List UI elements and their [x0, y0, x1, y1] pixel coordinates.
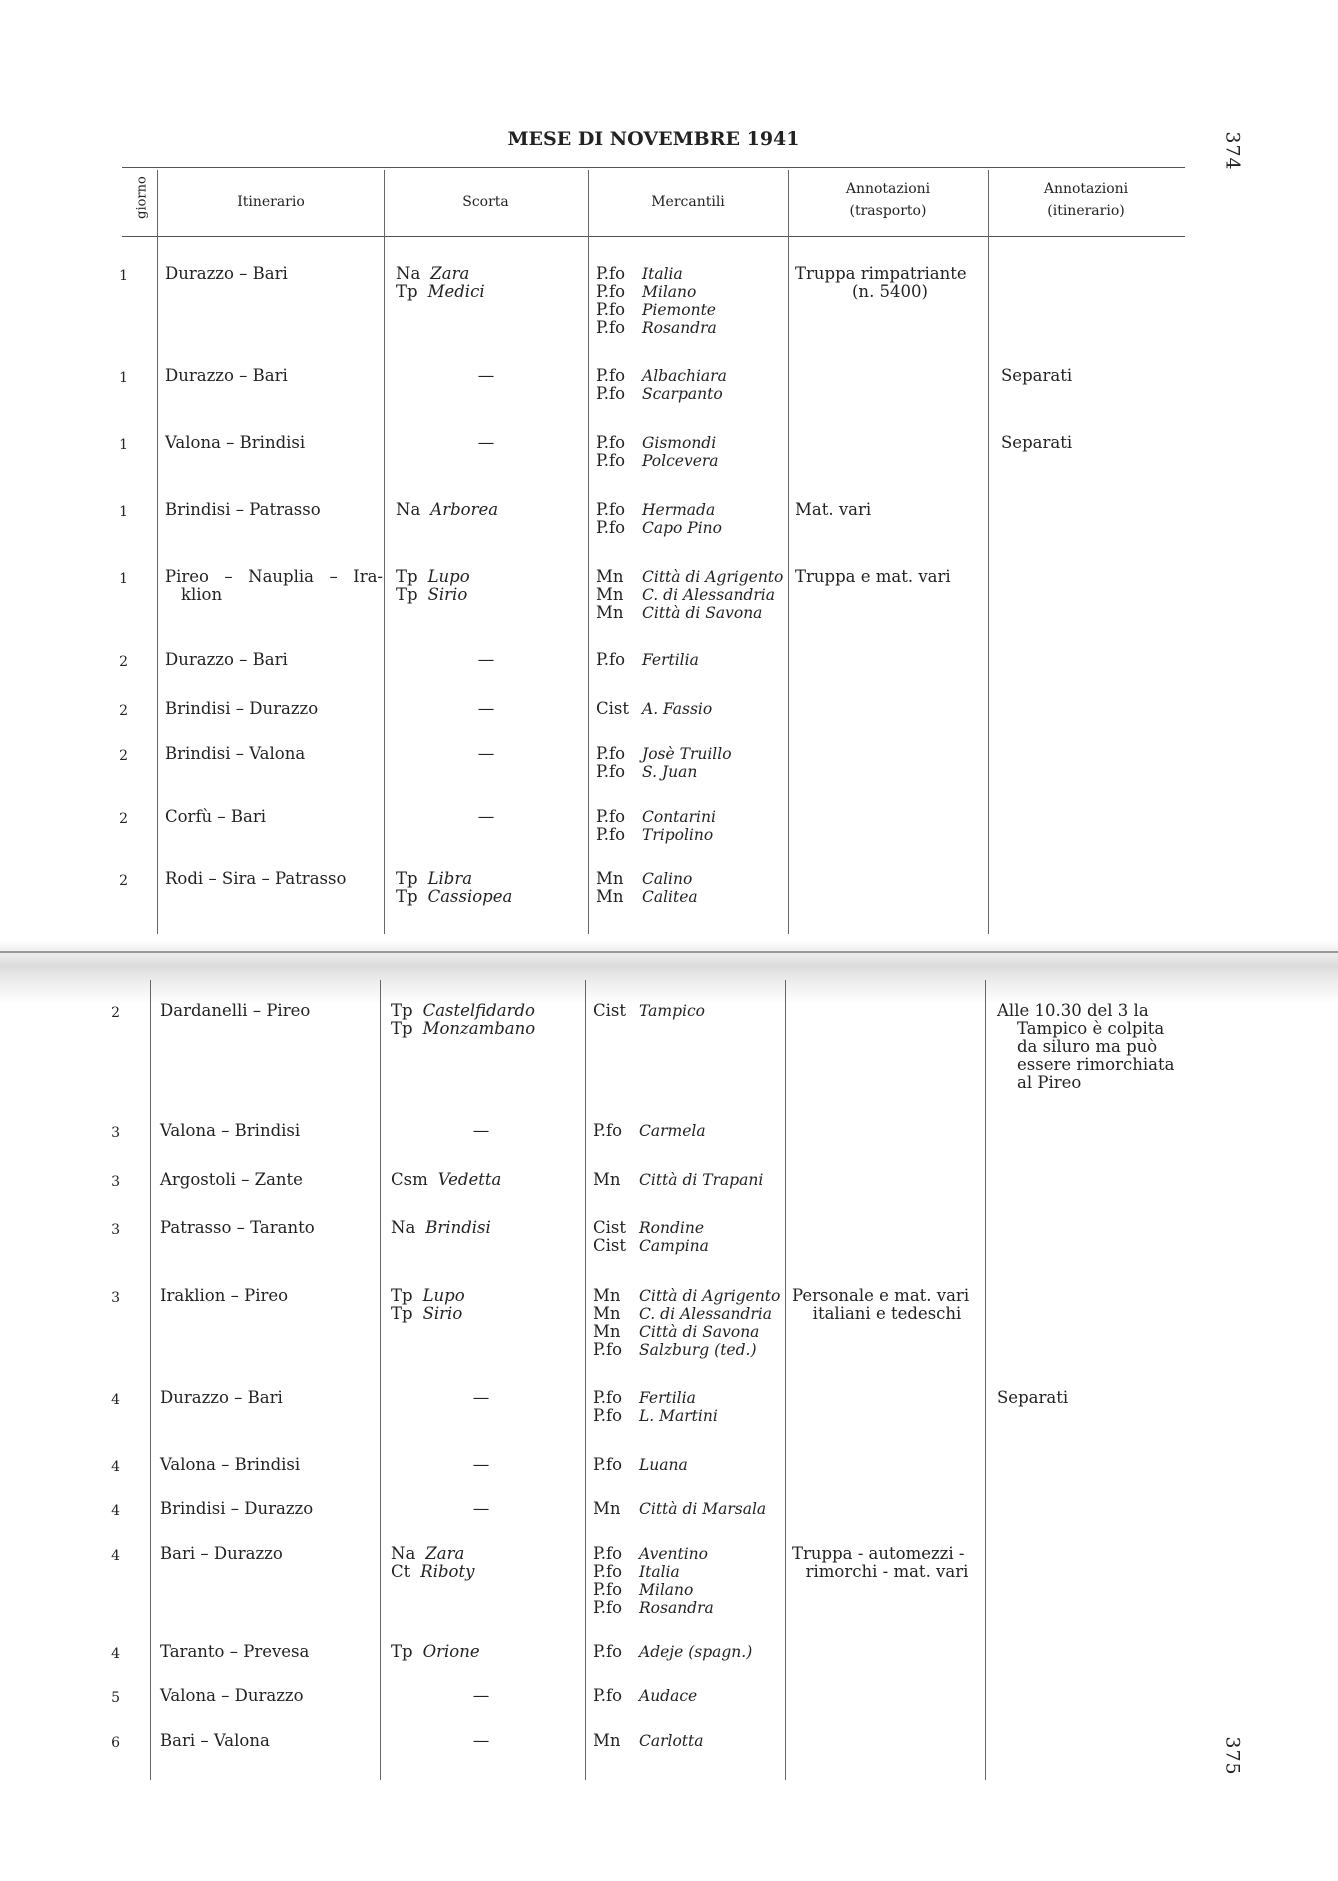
itinerary-note-line: Separati — [1001, 366, 1073, 385]
day-cell: 3 — [111, 1174, 120, 1190]
merchant-type: P.fo — [596, 744, 626, 763]
merchant-ship-name: Hermada — [642, 501, 716, 519]
escort-entry — [391, 1171, 571, 1189]
merchant-ship-name: Calino — [642, 870, 693, 888]
merchant-ship-name: Campina — [639, 1237, 709, 1255]
merchant-type: Cist — [593, 1001, 626, 1020]
day-cell: 2 — [119, 873, 128, 889]
escort-entry — [396, 283, 576, 301]
escort-type: Tp — [396, 869, 418, 888]
header-annotazioni-itinerario-line2: (itinerario) — [1047, 203, 1125, 219]
itinerary-note-line: da siluro ma può — [1017, 1037, 1158, 1056]
merchant-entry — [593, 1643, 783, 1661]
merchant-entry — [596, 568, 786, 586]
itinerary-line: Brindisi – Durazzo — [165, 699, 319, 718]
merchant-type: P.fo — [596, 300, 626, 319]
header-scorta: Scorta — [462, 194, 509, 210]
merchant-ship-name: Luana — [639, 1456, 688, 1474]
merchant-entry — [596, 452, 786, 470]
merchant-entry — [596, 745, 786, 763]
escort-entry — [391, 1643, 571, 1661]
merchant-ship-name: Città di Agrigento — [642, 568, 784, 586]
merchant-ship-name: Rosandra — [642, 319, 717, 337]
merchant-ship-name: Carmela — [639, 1122, 706, 1140]
itinerary-note-line: Separati — [997, 1388, 1069, 1407]
merchant-type: P.fo — [596, 318, 626, 337]
escort-type: Tp — [391, 1001, 413, 1020]
itinerary-line: Bari – Valona — [160, 1731, 270, 1750]
merchant-entry — [596, 434, 786, 452]
itinerary-line: Brindisi – Durazzo — [160, 1499, 314, 1518]
merchant-entry — [596, 870, 786, 888]
column-separator — [788, 170, 789, 934]
transport-note-line: italiani e tedeschi — [812, 1304, 962, 1323]
column-separator — [785, 980, 786, 1780]
merchant-ship-name: C. di Alessandria — [642, 586, 775, 604]
merchant-entry — [596, 763, 786, 781]
merchant-type: P.fo — [593, 1406, 623, 1425]
merchant-ship-name: Città di Savona — [639, 1323, 760, 1341]
escort-type: Tp — [391, 1019, 413, 1038]
merchant-type: Mn — [596, 585, 624, 604]
escort-type: Na — [391, 1544, 416, 1563]
merchant-type: P.fo — [596, 825, 626, 844]
header-bottom-rule — [122, 236, 1185, 237]
day-cell: 4 — [111, 1459, 120, 1475]
escort-entry — [391, 1287, 571, 1305]
itinerary-line: Durazzo – Bari — [165, 650, 288, 669]
merchant-type: Mn — [596, 869, 624, 888]
day-cell: 1 — [119, 571, 128, 587]
merchant-ship-name: Calitea — [642, 888, 698, 906]
page-fold-shadow — [0, 940, 1338, 1004]
escort-ship-name: Arborea — [430, 500, 499, 519]
merchant-ship-name: Gismondi — [642, 434, 717, 452]
itinerary-note-line: Tampico è colpita — [1017, 1019, 1165, 1038]
merchant-type: P.fo — [596, 433, 626, 452]
merchant-type: Cist — [593, 1236, 626, 1255]
page-title: MESE DI NOVEMBRE 1941 — [507, 128, 800, 150]
itinerary-line: Valona – Brindisi — [160, 1455, 301, 1474]
merchant-ship-name: Città di Agrigento — [639, 1287, 781, 1305]
merchant-entry — [596, 826, 786, 844]
escort-entry — [391, 1020, 571, 1038]
column-separator — [150, 980, 151, 1780]
itinerary-note-line: essere rimorchiata — [1017, 1055, 1175, 1074]
itinerary-line: Valona – Brindisi — [160, 1121, 301, 1140]
merchant-type: P.fo — [593, 1388, 623, 1407]
escort-ship-name: Orione — [422, 1642, 480, 1661]
day-cell: 3 — [111, 1125, 120, 1141]
merchant-ship-name: Adeje (spagn.) — [639, 1643, 753, 1661]
header-annotazioni-trasporto — [788, 178, 988, 222]
escort-none-dash: — — [477, 650, 495, 669]
itinerary-line: Rodi – Sira – Patrasso — [165, 869, 347, 888]
merchant-ship-name: C. di Alessandria — [639, 1305, 772, 1323]
header-annotazioni-trasporto-line2: (trasporto) — [849, 203, 927, 219]
escort-type: Ct — [391, 1562, 411, 1581]
merchant-type: P.fo — [596, 451, 626, 470]
itinerary-line: Pireo – Nauplia – Ira- — [165, 567, 383, 586]
column-separator — [988, 170, 989, 934]
merchant-type: P.fo — [596, 500, 626, 519]
merchant-entry — [596, 651, 786, 669]
merchant-ship-name: Italia — [642, 265, 683, 283]
merchant-type: Mn — [593, 1499, 621, 1518]
merchant-ship-name: Città di Trapani — [639, 1171, 764, 1189]
merchant-entry — [593, 1581, 783, 1599]
merchant-entry — [593, 1389, 783, 1407]
day-cell: 4 — [111, 1646, 120, 1662]
merchant-entry — [593, 1171, 783, 1189]
merchant-type: Cist — [596, 699, 629, 718]
merchant-ship-name: Capo Pino — [642, 519, 722, 537]
day-cell: 5 — [111, 1690, 120, 1706]
merchant-entry — [593, 1341, 783, 1359]
day-cell: 2 — [119, 654, 128, 670]
merchant-type: Mn — [596, 887, 624, 906]
escort-ship-name: Castelfidardo — [422, 1001, 535, 1020]
escort-type: Tp — [396, 567, 418, 586]
header-itinerario: Itinerario — [237, 194, 305, 210]
header-annotazioni-trasporto-line1: Annotazioni — [845, 181, 931, 197]
merchant-type: P.fo — [596, 807, 626, 826]
merchant-ship-name: Milano — [642, 283, 697, 301]
merchant-entry — [593, 1287, 783, 1305]
day-cell: 4 — [111, 1392, 120, 1408]
merchant-type: P.fo — [593, 1455, 623, 1474]
merchant-entry — [593, 1732, 783, 1750]
merchant-entry — [593, 1323, 783, 1341]
merchant-entry — [593, 1456, 783, 1474]
itinerary-line: Brindisi – Valona — [165, 744, 306, 763]
merchant-type: Mn — [593, 1731, 621, 1750]
escort-none-dash: — — [477, 433, 495, 452]
merchant-ship-name: Fertilia — [639, 1389, 696, 1407]
itinerary-line: klion — [181, 585, 223, 604]
escort-ship-name: Zara — [425, 1544, 465, 1563]
itinerary-line: Bari – Durazzo — [160, 1544, 283, 1563]
merchant-type: P.fo — [596, 518, 626, 537]
escort-entry — [391, 1002, 571, 1020]
merchant-ship-name: Rondine — [639, 1219, 705, 1237]
escort-ship-name: Monzambano — [422, 1019, 536, 1038]
merchant-ship-name: Piemonte — [642, 301, 716, 319]
itinerary-line: Iraklion – Pireo — [160, 1286, 289, 1305]
escort-none-dash: — — [472, 1388, 490, 1407]
escort-entry — [396, 870, 576, 888]
escort-none-dash: — — [477, 744, 495, 763]
column-separator — [585, 980, 586, 1780]
merchant-entry — [596, 301, 786, 319]
escort-entry — [391, 1545, 571, 1563]
escort-type: Tp — [391, 1642, 413, 1661]
itinerary-line: Corfù – Bari — [165, 807, 267, 826]
merchant-entry — [596, 604, 786, 622]
escort-entry — [396, 586, 576, 604]
merchant-ship-name: Salzburg (ted.) — [639, 1341, 757, 1359]
itinerary-line: Brindisi – Patrasso — [165, 500, 321, 519]
escort-type: Tp — [391, 1304, 413, 1323]
merchant-ship-name: Italia — [639, 1563, 680, 1581]
itinerary-line: Dardanelli – Pireo — [160, 1001, 311, 1020]
merchant-entry — [596, 808, 786, 826]
escort-ship-name: Sirio — [427, 585, 468, 604]
escort-entry — [391, 1305, 571, 1323]
merchant-entry — [596, 519, 786, 537]
merchant-ship-name: L. Martini — [639, 1407, 718, 1425]
column-separator — [588, 170, 589, 934]
merchant-type: P.fo — [596, 264, 626, 283]
escort-entry — [396, 501, 576, 519]
transport-note-line: Personale e mat. vari — [792, 1286, 970, 1305]
merchant-type: P.fo — [593, 1544, 623, 1563]
merchant-ship-name: Tampico — [639, 1002, 705, 1020]
escort-ship-name: Sirio — [422, 1304, 463, 1323]
escort-ship-name: Zara — [430, 264, 470, 283]
merchant-entry — [593, 1407, 783, 1425]
column-separator — [157, 170, 158, 934]
escort-none-dash: — — [477, 807, 495, 826]
merchant-ship-name: Scarpanto — [642, 385, 723, 403]
escort-none-dash: — — [472, 1121, 490, 1140]
merchant-entry — [593, 1687, 783, 1705]
merchant-ship-name: S. Juan — [642, 763, 698, 781]
escort-type: Tp — [396, 585, 418, 604]
merchant-type: P.fo — [596, 384, 626, 403]
merchant-entry — [596, 283, 786, 301]
escort-type: Csm — [391, 1170, 428, 1189]
escort-type: Tp — [396, 282, 418, 301]
header-annotazioni-itinerario-line1: Annotazioni — [1043, 181, 1129, 197]
escort-entry — [396, 568, 576, 586]
transport-note-line: Mat. vari — [795, 500, 872, 519]
escort-entry — [391, 1219, 571, 1237]
escort-ship-name: Medici — [427, 282, 485, 301]
merchant-type: Mn — [596, 603, 624, 622]
merchant-type: Mn — [593, 1322, 621, 1341]
merchant-entry — [593, 1563, 783, 1581]
merchant-type: P.fo — [596, 282, 626, 301]
merchant-ship-name: Città di Marsala — [639, 1500, 767, 1518]
escort-type: Na — [391, 1218, 416, 1237]
merchant-ship-name: Albachiara — [642, 367, 727, 385]
day-cell: 4 — [111, 1548, 120, 1564]
escort-none-dash: — — [472, 1499, 490, 1518]
merchant-type: P.fo — [596, 366, 626, 385]
header-mercantili: Mercantili — [651, 194, 725, 210]
itinerary-line: Valona – Brindisi — [165, 433, 306, 452]
merchant-entry — [596, 319, 786, 337]
itinerary-line: Argostoli – Zante — [160, 1170, 303, 1189]
column-separator — [985, 980, 986, 1780]
merchant-entry — [593, 1219, 783, 1237]
escort-none-dash: — — [477, 366, 495, 385]
merchant-type: P.fo — [593, 1580, 623, 1599]
escort-ship-name: Brindisi — [425, 1218, 491, 1237]
itinerary-line: Durazzo – Bari — [165, 264, 288, 283]
day-cell: 1 — [119, 437, 128, 453]
merchant-type: P.fo — [596, 762, 626, 781]
merchant-ship-name: A. Fassio — [642, 700, 713, 718]
escort-ship-name: Lupo — [422, 1286, 465, 1305]
escort-type: Tp — [391, 1286, 413, 1305]
merchant-type: P.fo — [593, 1642, 623, 1661]
escort-ship-name: Libra — [427, 869, 473, 888]
merchant-type: P.fo — [593, 1562, 623, 1581]
escort-none-dash: — — [472, 1686, 490, 1705]
merchant-entry — [593, 1500, 783, 1518]
merchant-ship-name: Rosandra — [639, 1599, 714, 1617]
merchant-type: Cist — [593, 1218, 626, 1237]
day-cell: 6 — [111, 1735, 120, 1751]
day-cell: 3 — [111, 1222, 120, 1238]
day-cell: 3 — [111, 1290, 120, 1306]
merchant-ship-name: Città di Savona — [642, 604, 763, 622]
escort-none-dash: — — [477, 699, 495, 718]
itinerary-note-line: Alle 10.30 del 3 la — [997, 1001, 1149, 1020]
merchant-ship-name: Audace — [639, 1687, 698, 1705]
escort-type: Na — [396, 264, 421, 283]
escort-entry — [396, 265, 576, 283]
merchant-entry — [593, 1545, 783, 1563]
page-number-top: 374 — [1221, 131, 1244, 171]
merchant-ship-name: Contarini — [642, 808, 716, 826]
merchant-entry — [593, 1122, 783, 1140]
page-fold-edge — [0, 951, 1338, 953]
itinerary-line: Durazzo – Bari — [165, 366, 288, 385]
merchant-entry — [593, 1599, 783, 1617]
merchant-ship-name: Milano — [639, 1581, 694, 1599]
itinerary-line: Patrasso – Taranto — [160, 1218, 315, 1237]
merchant-type: Mn — [596, 567, 624, 586]
merchant-type: Mn — [593, 1304, 621, 1323]
itinerary-line: Valona – Durazzo — [160, 1686, 304, 1705]
transport-note-line: Truppa e mat. vari — [795, 567, 951, 586]
transport-note-line: Truppa - automezzi - — [792, 1544, 965, 1563]
merchant-type: P.fo — [593, 1121, 623, 1140]
page-number-bottom: 375 — [1221, 1736, 1244, 1776]
transport-note-line: (n. 5400) — [852, 282, 928, 301]
column-separator — [384, 170, 385, 934]
escort-ship-name: Cassiopea — [427, 887, 513, 906]
day-cell: 1 — [119, 370, 128, 386]
merchant-type: Mn — [593, 1286, 621, 1305]
merchant-entry — [593, 1305, 783, 1323]
merchant-entry — [596, 700, 786, 718]
escort-none-dash: — — [472, 1455, 490, 1474]
merchant-entry — [593, 1237, 783, 1255]
escort-ship-name: Riboty — [420, 1562, 475, 1581]
escort-entry — [396, 888, 576, 906]
day-cell: 2 — [119, 811, 128, 827]
transport-note-line: Truppa rimpatriante — [795, 264, 967, 283]
merchant-entry — [596, 501, 786, 519]
merchant-entry — [593, 1002, 783, 1020]
merchant-ship-name: Tripolino — [642, 826, 714, 844]
merchant-type: P.fo — [593, 1340, 623, 1359]
escort-type: Na — [396, 500, 421, 519]
escort-entry — [391, 1563, 571, 1581]
escort-ship-name: Lupo — [427, 567, 470, 586]
header-giorno: giorno — [134, 176, 150, 219]
merchant-entry — [596, 367, 786, 385]
transport-note-line: rimorchi - mat. vari — [805, 1562, 969, 1581]
itinerary-line: Durazzo – Bari — [160, 1388, 283, 1407]
merchant-ship-name: Carlotta — [639, 1732, 704, 1750]
merchant-ship-name: Polcevera — [642, 452, 719, 470]
escort-none-dash: — — [472, 1731, 490, 1750]
itinerary-note-line: al Pireo — [1017, 1073, 1082, 1092]
day-cell: 2 — [119, 703, 128, 719]
day-cell: 2 — [111, 1005, 120, 1021]
escort-ship-name: Vedetta — [437, 1170, 502, 1189]
day-cell: 2 — [119, 748, 128, 764]
day-cell: 1 — [119, 504, 128, 520]
merchant-type: P.fo — [596, 650, 626, 669]
merchant-entry — [596, 265, 786, 283]
merchant-entry — [596, 888, 786, 906]
merchant-entry — [596, 385, 786, 403]
itinerary-note-line: Separati — [1001, 433, 1073, 452]
column-separator — [380, 980, 381, 1780]
merchant-type: Mn — [593, 1170, 621, 1189]
merchant-entry — [596, 586, 786, 604]
merchant-type: P.fo — [593, 1598, 623, 1617]
escort-type: Tp — [396, 887, 418, 906]
merchant-ship-name: Fertilia — [642, 651, 699, 669]
day-cell: 1 — [119, 268, 128, 284]
day-cell: 4 — [111, 1503, 120, 1519]
merchant-type: P.fo — [593, 1686, 623, 1705]
merchant-ship-name: Aventino — [639, 1545, 708, 1563]
itinerary-line: Taranto – Prevesa — [160, 1642, 310, 1661]
header-top-rule — [122, 167, 1185, 168]
header-annotazioni-itinerario — [988, 178, 1184, 222]
merchant-ship-name: Josè Truillo — [642, 745, 732, 763]
